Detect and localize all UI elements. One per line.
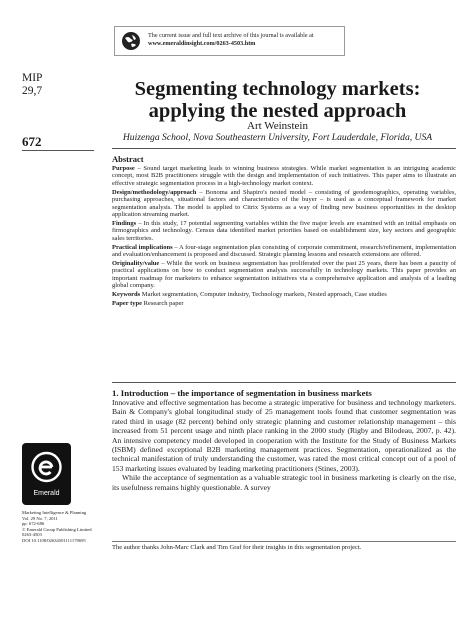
page-number: 672: [22, 134, 42, 149]
abstract-paper-type: [112, 300, 456, 307]
emerald-e-icon: [30, 451, 63, 487]
keywords-text: Market segmentation, Computer industry, Technology markets, Nested approach, Case studies: [140, 291, 387, 299]
journal-abbrev: MIP: [22, 72, 43, 84]
abstract-purpose: [112, 165, 456, 187]
citation-block: [22, 510, 112, 544]
abstract-practical: [112, 244, 456, 259]
citation-line: DOI 10.1108/02634501111178695: [22, 537, 86, 543]
purpose-label: Purpose: [112, 165, 135, 172]
abstract-design: [112, 189, 456, 219]
title-line-1: Segmenting technology markets:: [134, 78, 421, 100]
archive-notice-box: [114, 26, 345, 56]
papertype-label: Paper type: [112, 300, 143, 308]
practical-label: Practical implications: [112, 243, 173, 251]
originality-label: Originality/value: [112, 260, 160, 267]
intro-paragraph-2: While the acceptance of segmentation as a valuable strategic tool in business marketing is clearly on the rise, its usefulness remains highly questionable. A survey: [112, 473, 456, 492]
author-affiliation: Huizenga School, Nova Southeastern University, Fort Lauderdale, Florida, USA: [122, 132, 433, 143]
citation-line: pp. 672-686: [22, 521, 45, 527]
acknowledgement-footnote: The author thanks John-Marc Clark and Tim Graf for their insights in this segmentation project.: [112, 544, 362, 551]
archive-notice-text: [148, 32, 342, 48]
journal-volume: 29,7: [22, 85, 43, 97]
findings-label: Findings: [112, 219, 137, 227]
emerald-logo-label: Emerald: [33, 490, 60, 497]
keywords-label: Keywords: [112, 291, 141, 299]
citation-line: © Emerald Group Publishing Limited: [22, 526, 92, 532]
margin-divider: [22, 150, 94, 151]
abstract-section: [112, 154, 456, 309]
title-line-2: applying the nested approach: [148, 100, 407, 122]
abstract-findings: [112, 220, 456, 242]
abstract-divider: [112, 382, 456, 383]
findings-text: – In this study, 17 potential segmenting variables within the five major levels are examined with an initial emphasis on firmographics and technology. Census data identified market priorities based on establishment size, key sectors and geographic sales territories.: [112, 219, 456, 242]
archive-url-link[interactable]: www.emeraldinsight.com/0263-4503.htm: [148, 40, 256, 47]
abstract-heading: Abstract: [112, 154, 144, 164]
author-name: Art Weinstein: [247, 120, 308, 132]
design-text: – Bonoma and Shapiro's nested model – consisting of geodemographics, operating variables, purchasing approaches, situational factors and characteristics of the buyer – is used as a conceptual framework for market segmentation analysis. The model is applied to Citrix Systems as a way of finding new business opportunities in the desktop application streaming market.: [112, 188, 456, 219]
emerald-logo: [22, 443, 71, 505]
papertype-text: Research paper: [142, 300, 184, 308]
purpose-text: – Sound target marketing leads to winning business strategies. While market segmentation is an intriguing academic concept, most B2B practitioners struggle with the design and implementation of such initiatives. This paper aims to illustrate an effective strategic segmentation process in a high-technology market context.: [112, 165, 456, 187]
globe-icon: [121, 31, 141, 51]
citation-line: Marketing Intelligence & Planning: [22, 510, 87, 515]
practical-text: – A four-stage segmentation plan consisting of corporate commitment, research/refinement, implementation and evaluation/enhancement is proposed and discussed. Strategic planning lessons and research extensions are offered.: [112, 243, 456, 259]
citation-line: Vol. 29 No. 7, 2011: [22, 515, 58, 521]
journal-abbrev-block: [22, 72, 42, 98]
article-title: [100, 78, 455, 122]
citation-line: 0263-4503: [22, 532, 42, 538]
introduction-section: [112, 388, 456, 492]
intro-paragraph-1: Innovative and effective segmentation has become a strategic imperative for business and technology marketers. Bain & Company's global longitudinal study of 25 management tools found that customer segmentation was rated third in usage (82 percent) behind only strategic planning and customer relationship management – this increased from 51 percent usage and ninth place ranking in the 2000 study (Rigby and Bilodeau, 2007, p. 42). An intensive competency model developed in cooperation with the Institute for the Study of Business Markets (ISBM) defined exceptional B2B marketing management practices. Segmentation, operationalized as the technical manifestation of truly understanding the customer, was rated the most critical concept out of a pool of 153 marketing issues evaluated by leading marketing practitioners (Stines, 2003).: [112, 398, 456, 473]
originality-text: – While the work on business segmentation has proliferated over the past 25 years, there has been a paucity of practical applications on how to conduct segmentation analysis successfully in technology markets. This paper provides an important roadmap for marketers to enhance segmentation initiatives via a comprehensive application and analysis of a leading global company.: [112, 260, 456, 290]
abstract-keywords: [112, 291, 456, 298]
abstract-originality: [112, 260, 456, 290]
title-divider: [112, 148, 456, 149]
design-label: Design/methodology/approach: [112, 188, 197, 196]
footnote-divider: [112, 541, 456, 542]
intro-heading: 1. Introduction – the importance of segmentation in business markets: [112, 388, 372, 398]
archive-notice-line: The current issue and full text archive of this journal is available at: [148, 32, 314, 39]
